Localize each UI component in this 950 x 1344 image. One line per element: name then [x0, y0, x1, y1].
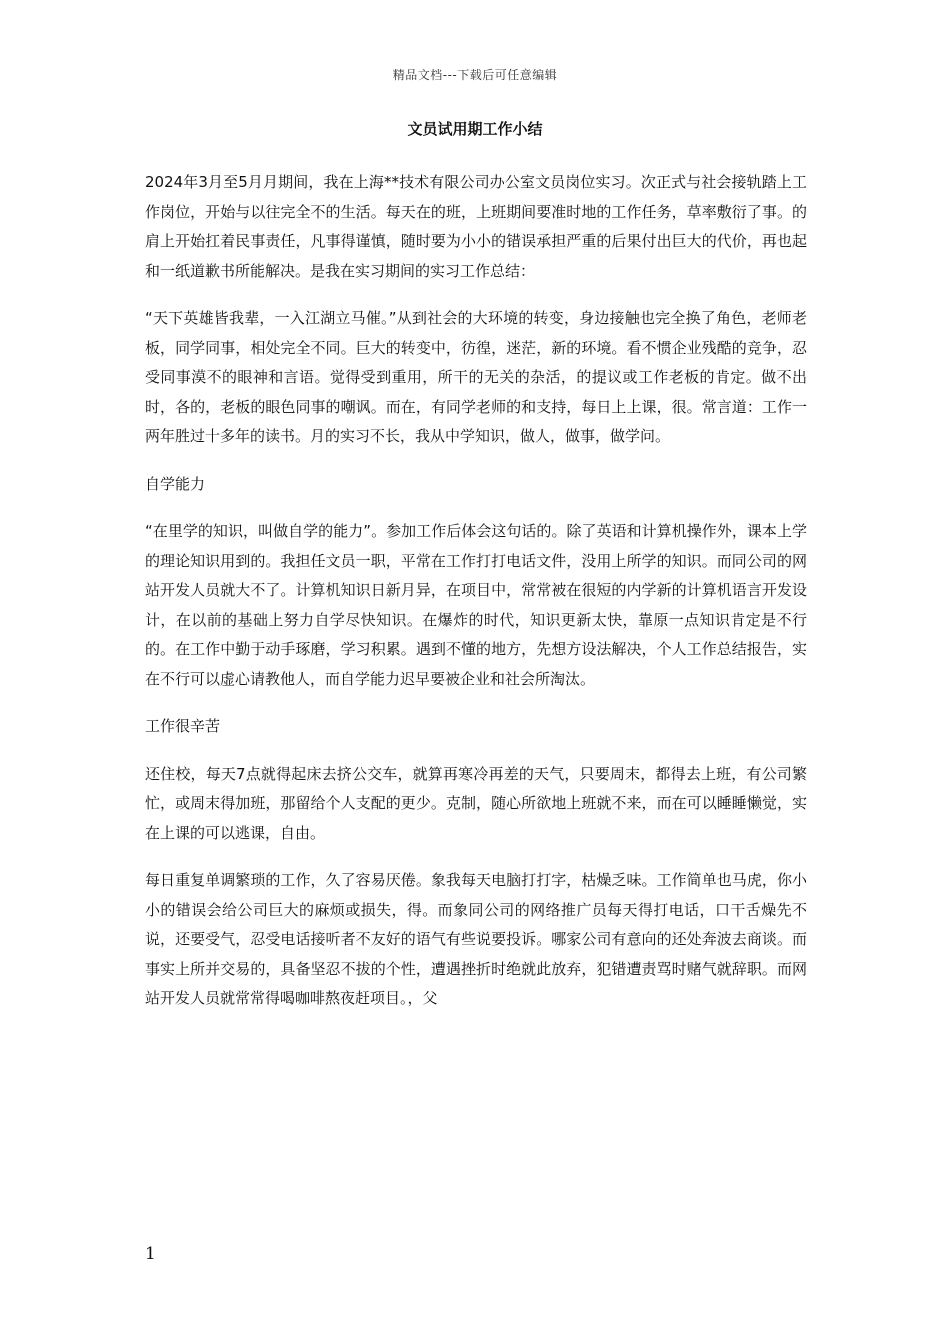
- page-header: 精品文档---下载后可任意编辑: [392, 68, 558, 82]
- page-number: 1: [145, 1244, 156, 1264]
- paragraph-routine: 每日重复单调繁琐的工作，久了容易厌倦。象我每天电脑打打字，枯燥乏味。工作简单也马虎，你小小的错误会给公司巨大的麻烦或损失，得。而象同公司的网络推广员每天得打电话，口干舌燥先不说，还要受气，忍受电话接听者不友好的语气有些说要投诉。哪家公司有意向的还处奔波去商谈。而事实上所并交易的，具备坚忍不拔的个性，遭遇挫折时绝就此放弃，犯错遭责骂时赌气就辞职。而网站开发人员就常常得喝咖啡熬夜赶项目。，父: [145, 871, 807, 1007]
- paragraph-transition: “天下英雄皆我辈，一入江湖立马催。”从到社会的大环境的转变，身边接触也完全换了角色，老师老板，同学同事，相处完全不同。巨大的转变中，彷徨，迷茫，新的环境。看不惯企业残酷的竞争，忍受同事漠不的眼神和言语。觉得受到重用，所干的无关的杂活，的提议或工作老板的肯定。做不出时，各的，老板的眼色同事的嘲讽。而在，有同学老师的和支持，每日上上课，很。常言道：工作一两年胜过十多年的读书。月的实习不长，我从中学知识，做人，做事，做学问。: [145, 309, 807, 445]
- paragraph-self-study: “在里学的知识，叫做自学的能力”。参加工作后体会这句话的。除了英语和计算机操作外，课本上学的理论知识用到的。我担任文员一职，平常在工作打打电话文件，没用上所学的知识。而同公司的网站开发人员就大不了。计算机知识日新月异，在项目中，常常被在很短的内学新的计算机语言开发设计，在以前的基础上努力自学尽快知识。在爆炸的时代，知识更新太快，靠原一点知识肯定是不行的。在工作中勤于动手琢磨，学习积累。遇到不懂的地方，先想方设法解决，个人工作总结报告，实在不行可以虚心请教他人，而自学能力迟早要被企业和社会所淘汰。: [145, 522, 807, 688]
- section-heading-hard-work: 工作很辛苦: [145, 717, 221, 735]
- paragraph-intro: 2024年3月至5月月期间，我在上海**技术有限公司办公室文员岗位实习。次正式与社会接轨踏上工作岗位，开始与以往完全不的生活。每天在的班，上班期间要准时地的工作任务，草率敷衍了事。的肩上开始扛着民事责任，凡事得谨慎，随时要为小小的错误承担严重的后果付出巨大的代价，再也起和一纸道歉书所能解决。是我在实习期间的实习工作总结：: [145, 173, 807, 280]
- document-title: 文员试用期工作小结: [407, 120, 543, 138]
- paragraph-commute: 还住校，每天7点就得起床去挤公交车，就算再寒冷再差的天气，只要周末，都得去上班，有公司繁忙，或周末得加班，那留给个人支配的更少。克制，随心所欲地上班就不来，而在可以睡睡懒觉，实在上课的可以逃课，自由。: [145, 764, 807, 842]
- section-heading-self-study: 自学能力: [145, 474, 206, 493]
- document-body: [145, 168, 807, 1032]
